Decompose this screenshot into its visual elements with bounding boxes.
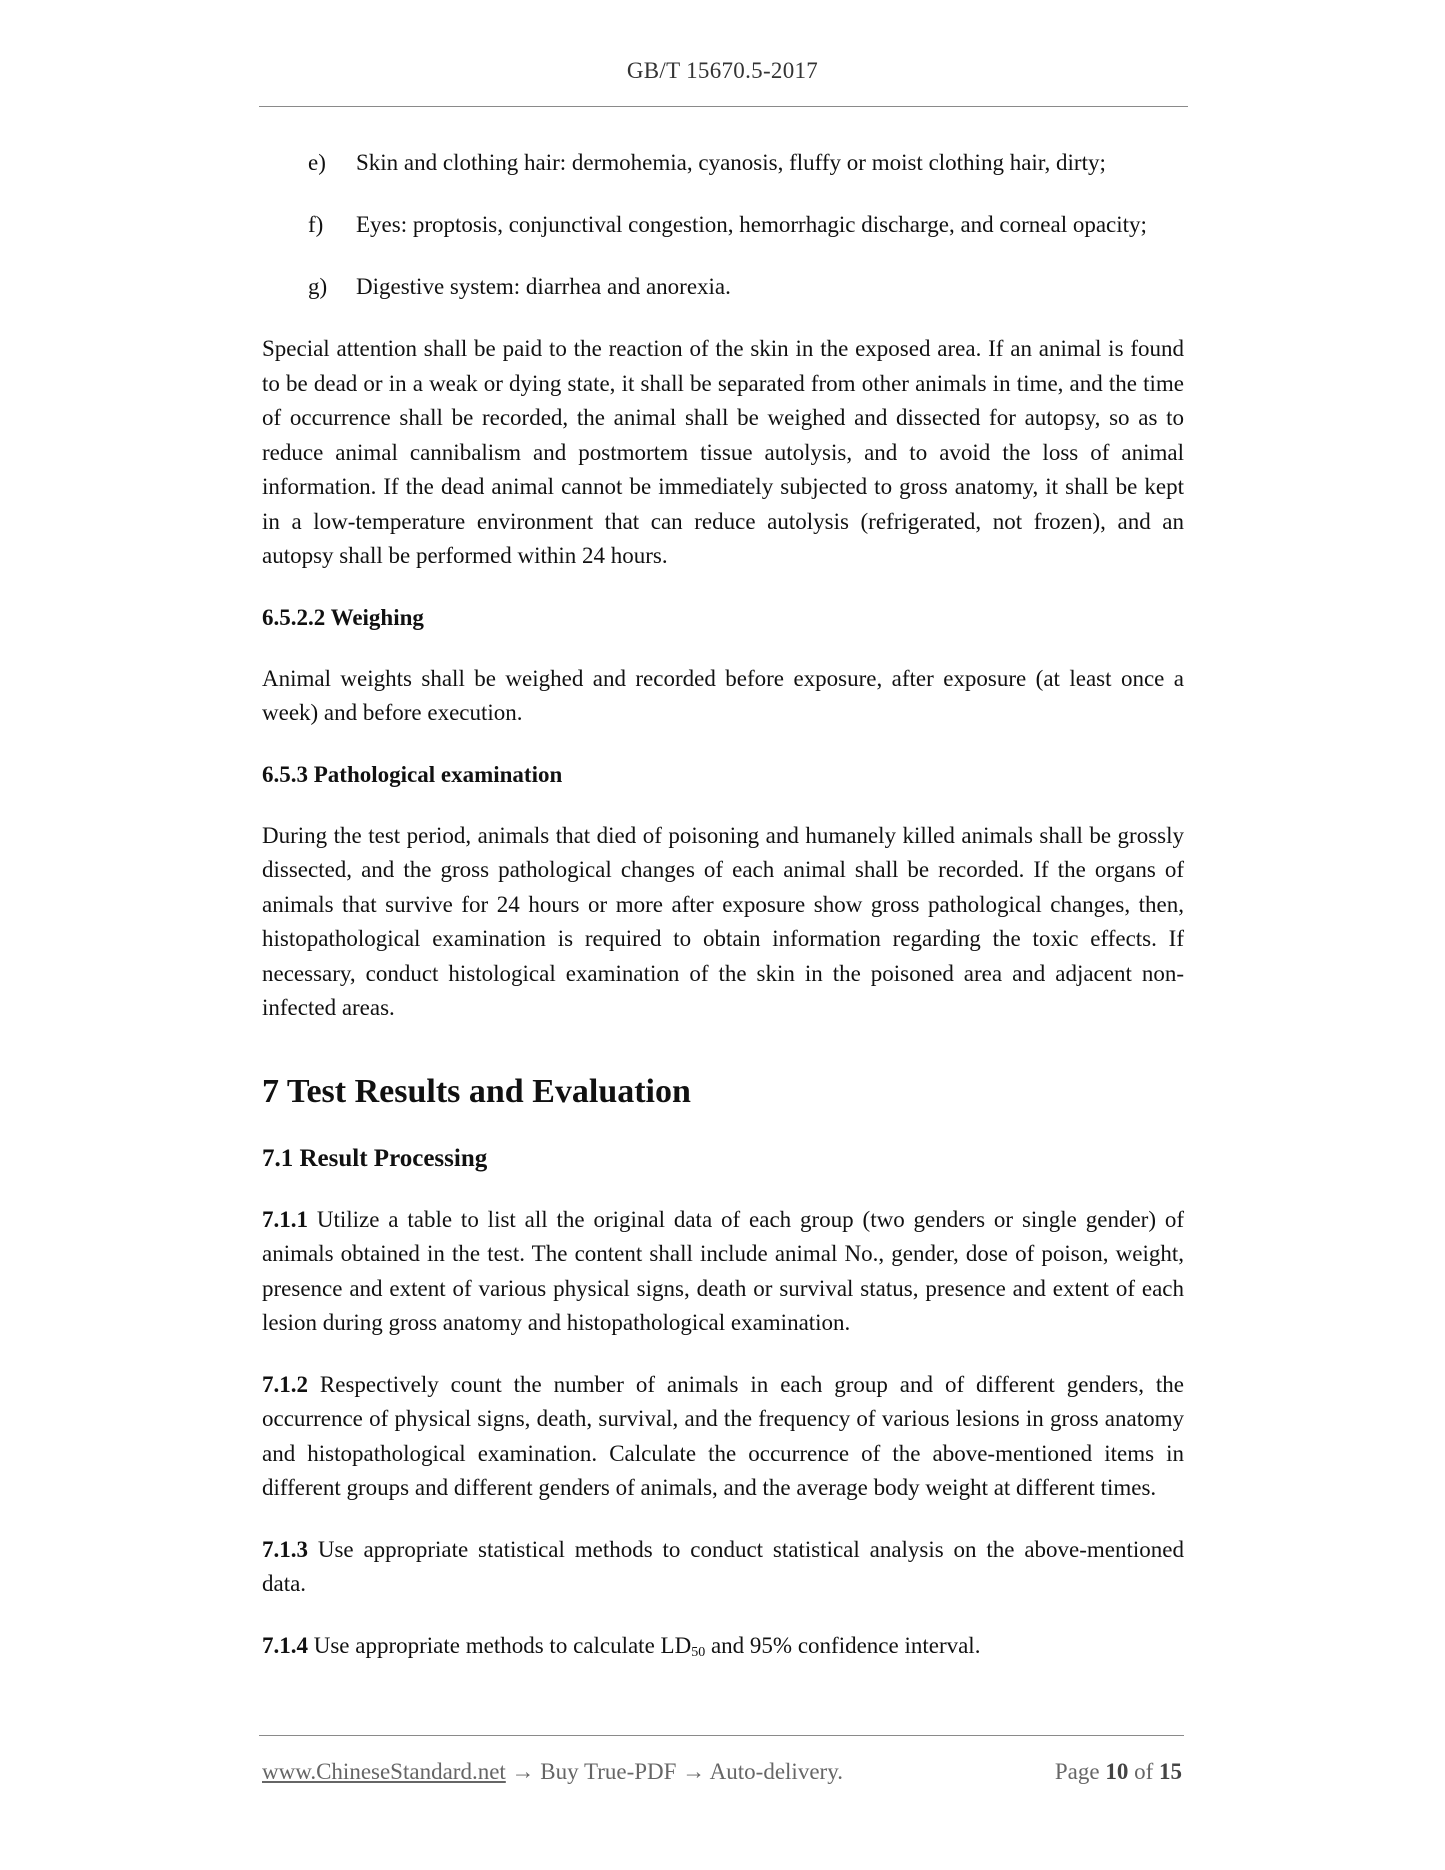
auto-delivery-text: Auto-delivery. [709,1759,843,1784]
header-divider [259,106,1188,107]
page-number [1055,1757,1182,1787]
heading-6-5-2-2: 6.5.2.2 Weighing [262,604,424,630]
clause-text: Use appropriate methods to calculate LD [313,1632,692,1658]
buy-true-pdf-text: Buy True-PDF [540,1759,677,1784]
clause-number: 7.1.3 [262,1536,308,1562]
footer-promo [262,1757,843,1787]
list-text: Skin and clothing hair: dermohemia, cyanosis, fluffy or moist clothing hair, dirty; [356,150,1106,175]
list-item-g [262,270,1184,304]
clause-number: 7.1.1 [262,1206,308,1232]
document-body [262,146,1184,1690]
list-marker: f) [308,212,324,237]
paragraph-special-attention: Special attention shall be paid to the reaction of the skin in the exposed area. If an animal is found to be dead or in a weak or dying state, it shall be separated from other animals in time, and the time of occurrence shall be recorded, the animal shall be weighed and dissected for autopsy, so as to reduce animal cannibalism and postmortem tissue autolysis, and to avoid the loss of animal information. If the dead animal cannot be immediately subjected to gross anatomy, it shall be kept in a low-temperature environment that can reduce autolysis (refrigerated, not frozen), and an autopsy shall be performed within 24 hours. [262,336,1184,568]
total-pages: 15 [1159,1759,1182,1784]
paragraph-7-1-2 [262,1368,1184,1506]
clause-number: 7.1.2 [262,1371,308,1397]
ld-subscript: 50 [691,1644,706,1660]
current-page: 10 [1105,1759,1129,1784]
paragraph-weighing: Animal weights shall be weighed and recorded before exposure, after exposure (at least once a week) and before execution. [262,665,1184,725]
paragraph-7-1-1 [262,1203,1184,1341]
clause-text-end: and 95% confidence interval. [705,1632,981,1658]
page-header-title: GB/T 15670.5-2017 [626,58,819,83]
paragraph-7-1-4 [262,1629,1184,1664]
clause-number: 7.1.4 [262,1632,308,1658]
paragraph-pathological-examination: During the test period, animals that died of poisoning and humanely killed animals shall be grossly dissected, and the gross pathological changes of each animal shall be recorded. If the organs of animals that survive for 24 hours or more after exposure show gross pathological changes, then, histopathological examination is required to obtain information regarding the toxic effects. If necessary, conduct histological examination of the skin in the poisoned area and adjacent non-infected areas. [262,822,1184,1020]
list-marker: e) [308,150,326,175]
arrow-right-icon: → [511,1759,535,1784]
heading-6-5-3: 6.5.3 Pathological examination [262,761,563,787]
clause-text: Utilize a table to list all the original data of each group (two genders or single gender) of animals obtained in the test. The content shall include animal No., gender, dose of poison, weight, presence and extent of various physical signs, death or survival status, presence and extent of each lesion during gross anatomy and histopathological examination. [262,1206,1184,1335]
list-item-f [262,208,1184,242]
website-link[interactable]: www.ChineseStandard.net [262,1759,506,1784]
paragraph-7-1-3 [262,1533,1184,1602]
list-text: Eyes: proptosis, conjunctival congestion, hemorrhagic discharge, and corneal opacity; [356,212,1147,237]
list-text: Digestive system: diarrhea and anorexia. [356,274,731,299]
heading-7: 7 Test Results and Evaluation [262,1072,691,1110]
page-label: Page [1054,1759,1100,1784]
clause-text: Use appropriate statistical methods to conduct statistical analysis on the above-mentioned data. [262,1536,1184,1596]
arrow-right-icon: → [682,1759,706,1784]
list-item-e [262,146,1184,180]
footer-divider [259,1735,1184,1736]
clause-text: Respectively count the number of animals in each group and of different genders, the occurrence of physical signs, death, survival, and the frequency of various lesions in gross anatomy and histopathological examination. Calculate the occurrence of the above-mentioned items in different groups and different genders of animals, and the average body weight at different times. [262,1371,1184,1500]
of-label: of [1134,1759,1154,1784]
list-marker: g) [308,274,328,299]
heading-7-1: 7.1 Result Processing [262,1144,488,1172]
